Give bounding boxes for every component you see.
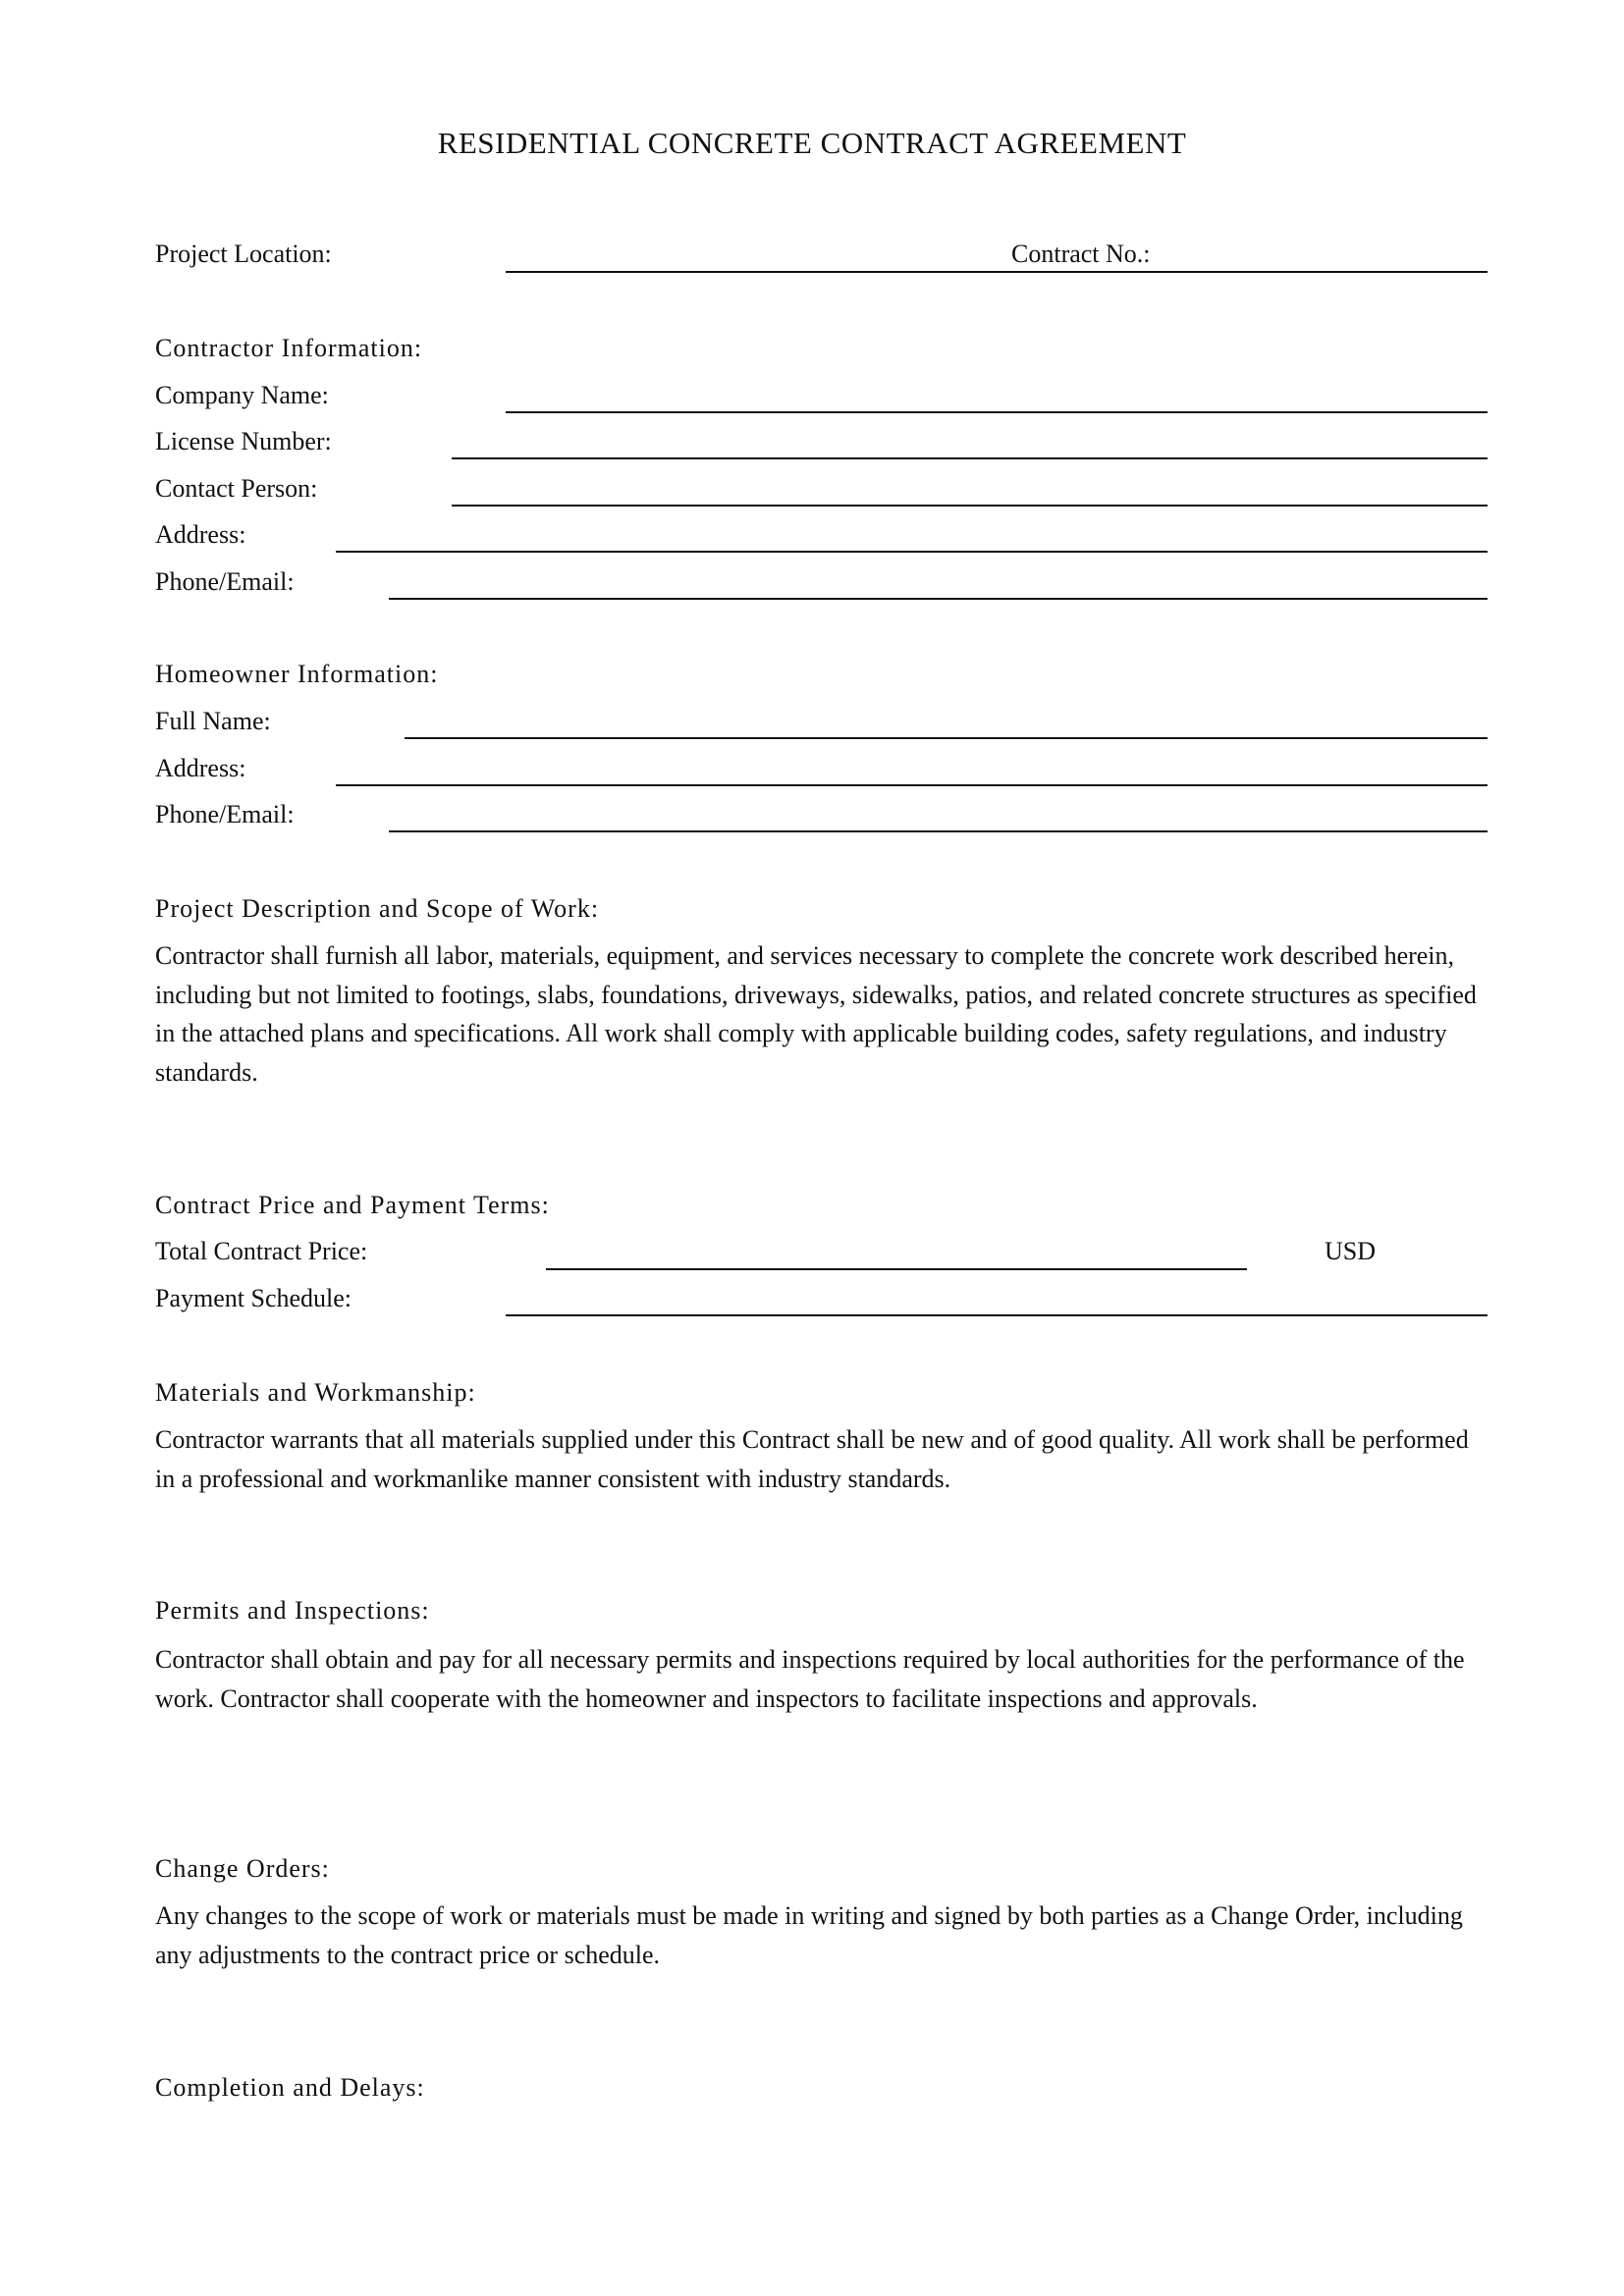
document-title: RESIDENTIAL CONCRETE CONTRACT AGREEMENT — [437, 126, 1187, 160]
scope-heading: Project Description and Scope of Work: — [155, 894, 600, 923]
project-location-label: Project Location: — [155, 240, 332, 268]
homeowner-full-name-field[interactable] — [405, 737, 1488, 739]
company-name-field[interactable] — [506, 411, 1488, 413]
homeowner-phone-email-label: Phone/Email: — [155, 800, 295, 828]
contractor-info-heading: Contractor Information: — [155, 334, 423, 362]
currency-label: USD — [1325, 1237, 1377, 1265]
materials-paragraph: Contractor warrants that all materials supplied under this Contract shall be new and of good quality. All work shall be performed in a professional and workmanlike manner consistent with industry standards. — [155, 1425, 1469, 1493]
contractor-phone-email-field[interactable] — [389, 598, 1488, 600]
contact-person-field[interactable] — [452, 505, 1488, 507]
scope-paragraph: Contractor shall furnish all labor, materials, equipment, and services necessary to complete the concrete work described herein, including but not limited to footings, slabs, foundations, driveways, sidewalks, patios, and related concrete structures as specified in the attached plans and specifications. All work shall comply with applicable building codes, safety regulations, and industry standards. — [155, 941, 1477, 1087]
total-contract-price-field[interactable] — [546, 1268, 1247, 1270]
payment-schedule-field[interactable] — [506, 1314, 1488, 1316]
contractor-phone-email-label: Phone/Email: — [155, 567, 295, 596]
contact-person-label: Contact Person: — [155, 474, 318, 503]
completion-heading: Completion and Delays: — [155, 2073, 425, 2102]
homeowner-full-name-label: Full Name: — [155, 707, 271, 735]
payment-heading: Contract Price and Payment Terms: — [155, 1191, 550, 1219]
project-location-field[interactable] — [506, 271, 1488, 273]
materials-heading: Materials and Workmanship: — [155, 1378, 476, 1407]
homeowner-address-label: Address: — [155, 754, 246, 782]
total-contract-price-label: Total Contract Price: — [155, 1237, 368, 1265]
company-name-label: Company Name: — [155, 381, 329, 409]
permits-heading: Permits and Inspections: — [155, 1596, 430, 1625]
license-number-label: License Number: — [155, 427, 332, 455]
license-number-field[interactable] — [452, 457, 1488, 459]
contractor-address-field[interactable] — [336, 551, 1488, 553]
contract-no-label: Contract No.: — [1011, 240, 1151, 268]
change-orders-heading: Change Orders: — [155, 1854, 330, 1883]
contractor-address-label: Address: — [155, 520, 246, 549]
permits-paragraph: Contractor shall obtain and pay for all necessary permits and inspections required by local authorities for the performance of the work. Contractor shall cooperate with the homeowner and inspectors to facilitate inspections and approvals. — [155, 1645, 1465, 1713]
homeowner-phone-email-field[interactable] — [389, 830, 1488, 832]
payment-schedule-label: Payment Schedule: — [155, 1284, 352, 1312]
homeowner-address-field[interactable] — [336, 784, 1488, 786]
change-orders-paragraph: Any changes to the scope of work or materials must be made in writing and signed by both parties as a Change Order, including any adjustments to the contract price or schedule. — [155, 1901, 1463, 1969]
homeowner-info-heading: Homeowner Information: — [155, 660, 439, 688]
